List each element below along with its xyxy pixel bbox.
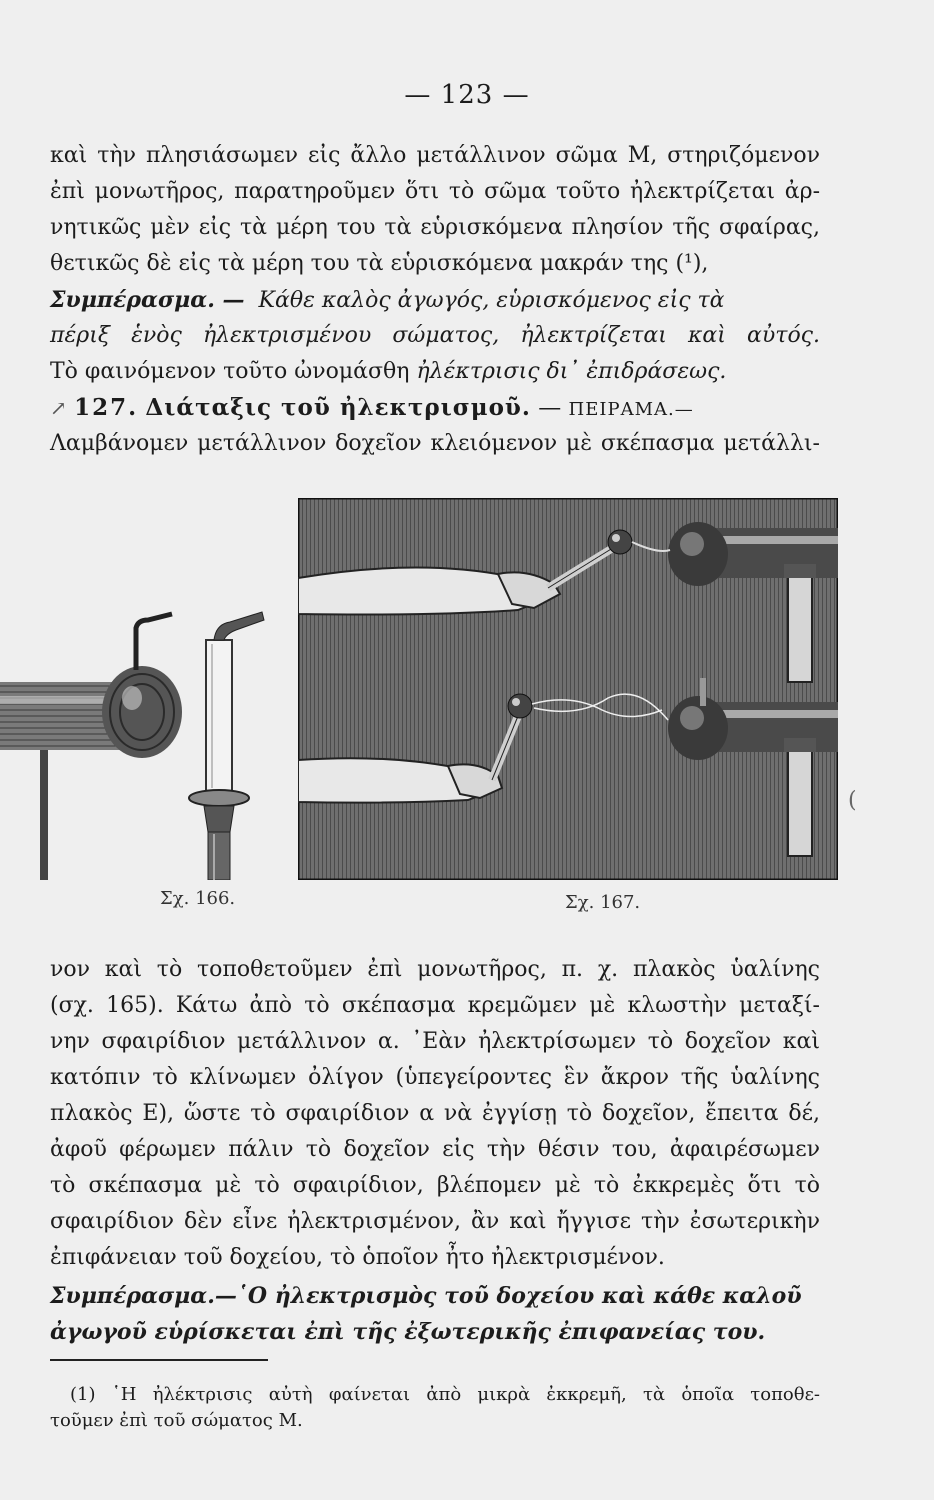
conclusion-line <box>50 282 820 318</box>
margin-arrow-mark: ↗ <box>50 396 67 420</box>
page-number: — 123 — <box>404 80 530 110</box>
footnote-divider <box>50 1359 268 1361</box>
paragraph-bottom <box>50 952 820 1276</box>
section-heading <box>50 390 820 462</box>
section-title: Διάταξις τοῦ ἠλεκτρισμοῦ. <box>145 394 531 421</box>
text-line: πλακὸς Ε), ὥστε τὸ σφαιρίδιον α νὰ ἐγγίσῃ τὸ δοχεῖον, ἔπειτα δέ, <box>50 1101 820 1126</box>
support-leg <box>40 750 48 880</box>
text-line: (σχ. 165). Κάτω ἀπὸ τὸ σκέπασμα κρεμῶμεν μὲ κλωστὴν μεταξί- <box>50 993 820 1018</box>
section-dash: — <box>538 395 562 421</box>
conclusion-label: Συμπέρασμα.— <box>50 1283 237 1309</box>
conclusion-line <box>50 354 820 390</box>
text-line: καὶ τὴν πλησιάσωμεν εἰς ἄλλο μετάλλινον σῶμα Μ, στηριζόμενον <box>50 143 820 168</box>
section-number: 127. <box>74 394 139 421</box>
text-line: νην σφαιρίδιον μετάλλινον α. ᾿Εὰν ἠλεκτρίσωμεν τὸ δοχεῖον καὶ <box>50 1029 820 1054</box>
conclusion-term: ἠλέκτρισις δι᾿ ἐπιδράσεως. <box>416 359 727 384</box>
heading-line <box>50 390 820 426</box>
conclusion-two <box>50 1278 820 1350</box>
text-line: κατόπιν τὸ κλίνωμεν ὀλίγον (ὑπεγείροντες ἓν ἄκρον τῆς ὑαλίνης <box>50 1065 820 1090</box>
text-line: σφαιρίδιον δὲν εἶνε ἠλεκτρισμένον, ἂν καὶ ἤγγισε τὴν ἐσωτερικὴν <box>50 1209 820 1234</box>
text-line: ἐπὶ μονωτῆρος, παρατηροῦμεν ὅτι τὸ σῶμα τοῦτο ἠλεκτρίζεται ἀρ- <box>50 179 820 204</box>
experiment-label: ΠΕΙΡΑΜΑ.— <box>568 399 694 420</box>
conclusion-text: Κάθε καλὸς ἀγωγός, εὑρισκόμενος εἰς τὰ <box>258 288 725 313</box>
text-line: ἐπιφάνειαν τοῦ δοχείου, τὸ ὁποῖον ἦτο ἠλεκτρισμένον. <box>50 1245 665 1270</box>
figure-167-caption: Σχ. 167. <box>565 892 641 913</box>
footnote <box>50 1382 820 1434</box>
footnote-line: (1) ῾Η ἠλέκτρισις αὐτὴ φαίνεται ἀπὸ μικρὰ ἐκκρεμῆ, τὰ ὁποῖα τοποθε- <box>70 1384 820 1405</box>
conclusion-text: ῾Ο ἠλεκτρισμὸς τοῦ δοχείου καὶ κάθε καλοῦ <box>236 1283 802 1309</box>
text-line: ἀφοῦ φέρωμεν πάλιν τὸ δοχεῖον εἰς τὴν θέσιν του, ἀφαιρέσωμεν <box>50 1137 820 1162</box>
conductor-sphere <box>102 666 182 758</box>
conclusion-line: πέριξ ἑνὸς ἠλεκτρισμένου σώματος, ἠλεκτρίζεται καὶ αὐτός. <box>50 323 820 348</box>
figure-166 <box>0 600 272 880</box>
conclusion-label: Συμπέρασμα. — <box>50 287 245 313</box>
text-line: τὸ σκέπασμα μὲ τὸ σφαιρίδιον, βλέπομεν μὲ τὸ ἐκκρεμὲς ὅτι τὸ <box>50 1173 820 1198</box>
conclusion-one <box>50 282 820 390</box>
conclusion-line <box>50 1278 820 1314</box>
text-line: νητικῶς μὲν εἰς τὰ μέρη του τὰ εὑρισκόμενα πλησίον τῆς σφαίρας, <box>50 215 820 240</box>
text-line: Λαμβάνομεν μετάλλινον δοχεῖον κλειόμενον μὲ σκέπασμα μετάλλι- <box>50 431 820 456</box>
conclusion-plain: Τὸ φαινόμενον τοῦτο ὠνομάσθη <box>50 359 410 384</box>
text-line: θετικῶς δὲ εἰς τὰ μέρη του τὰ εὑρισκόμενα μακράν της (¹), <box>50 251 709 276</box>
figure-166-caption: Σχ. 166. <box>160 888 236 909</box>
figure-167 <box>298 498 838 880</box>
text-line: νον καὶ τὸ τοποθετοῦμεν ἐπὶ μονωτῆρος, π. χ. πλακὸς ὑαλίνης <box>50 957 820 982</box>
margin-mark: ( <box>848 788 857 813</box>
paragraph-top <box>50 138 820 282</box>
footnote-line: τοῦμεν ἐπὶ τοῦ σώματος Μ. <box>50 1410 303 1431</box>
conclusion-line: ἀγωγοῦ εὑρίσκεται ἐπὶ τῆς ἐξωτερικῆς ἐπιφανείας του. <box>50 1319 766 1345</box>
